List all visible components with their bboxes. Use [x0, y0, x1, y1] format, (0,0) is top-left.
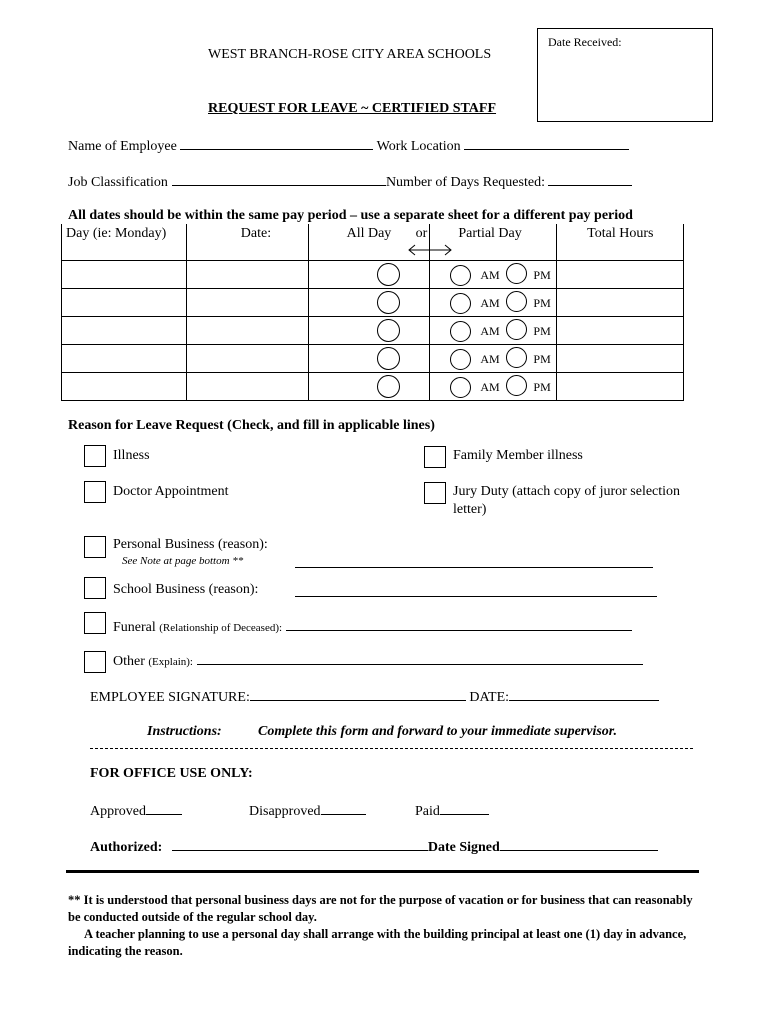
- table-row: [62, 373, 684, 401]
- day-cell[interactable]: [62, 261, 187, 289]
- footer-divider: [66, 870, 699, 873]
- total-hours-cell[interactable]: [557, 317, 684, 345]
- am-radio[interactable]: [450, 265, 471, 286]
- leave-days-table: [61, 224, 684, 401]
- doctor-appointment-checkbox[interactable]: [84, 481, 106, 503]
- other-field[interactable]: [197, 652, 643, 665]
- paid-row: [415, 802, 489, 820]
- funeral-checkbox[interactable]: [84, 612, 106, 634]
- partial-day-cell: [430, 289, 557, 317]
- am-radio[interactable]: [450, 377, 471, 398]
- personal-business-checkbox[interactable]: [84, 536, 106, 558]
- other-note: (Explain):: [148, 656, 193, 668]
- footer-note-teacher: A teacher planning to use a personal day shall arrange with the building principal at least one (1) day in advance, indicating the reason.: [68, 927, 687, 958]
- header-all-day: All Day: [346, 226, 392, 241]
- days-requested-field[interactable]: [548, 173, 632, 186]
- header-total-hours: Total Hours: [587, 226, 654, 241]
- header-day-cell: [62, 224, 187, 261]
- paid-label: Paid: [415, 804, 440, 819]
- approved-field[interactable]: [146, 802, 182, 815]
- date-received-box: [537, 28, 713, 122]
- header-date: Date:: [240, 226, 272, 241]
- all-day-radio[interactable]: [377, 319, 400, 342]
- header-date-cell: [186, 224, 308, 261]
- work-location-field[interactable]: [464, 137, 629, 150]
- days-requested-label: Number of Days Requested:: [385, 175, 545, 190]
- employee-signature-field[interactable]: [250, 688, 466, 701]
- pm-radio[interactable]: [506, 347, 527, 368]
- footer-note-personal-business: ** It is understood that personal business days are not for the purpose of vacation or for business that can reasonably be conducted outside of the regular school day.: [68, 893, 693, 924]
- funeral-label: Funeral: [113, 620, 156, 635]
- header-total-cell: [557, 224, 684, 261]
- partial-day-cell: [430, 345, 557, 373]
- instructions-text: Complete this form and forward to your immediate supervisor.: [258, 724, 617, 739]
- all-day-cell: [308, 317, 430, 345]
- all-day-radio[interactable]: [377, 291, 400, 314]
- approved-label: Approved: [90, 804, 146, 819]
- pay-period-notice: All dates should be within the same pay period – use a separate sheet for a different pay period: [68, 208, 633, 223]
- authorized-label: Authorized:: [90, 840, 163, 855]
- illness-checkbox[interactable]: [84, 445, 106, 467]
- table-row: [62, 289, 684, 317]
- total-hours-cell[interactable]: [557, 345, 684, 373]
- header-partial-day: Partial Day: [458, 226, 522, 241]
- day-cell[interactable]: [62, 289, 187, 317]
- am-label: AM: [480, 268, 500, 282]
- jury-duty-checkbox[interactable]: [424, 482, 446, 504]
- school-business-label: School Business (reason):: [113, 582, 259, 597]
- other-label: Other: [113, 654, 145, 669]
- work-location-label: Work Location: [376, 139, 461, 154]
- total-hours-cell[interactable]: [557, 261, 684, 289]
- personal-business-label: Personal Business (reason):: [113, 537, 268, 552]
- doctor-appointment-label: Doctor Appointment: [113, 484, 229, 499]
- funeral-field[interactable]: [286, 618, 632, 631]
- funeral-row: [113, 618, 632, 636]
- am-label: AM: [480, 296, 500, 310]
- employee-name-row: [68, 137, 629, 155]
- reason-heading: Reason for Leave Request (Check, and fill in applicable lines): [68, 418, 435, 433]
- day-cell[interactable]: [62, 373, 187, 401]
- header-or: or: [415, 226, 428, 241]
- personal-business-field[interactable]: [295, 555, 653, 568]
- table-row: [62, 317, 684, 345]
- office-use-heading: FOR OFFICE USE ONLY:: [90, 766, 253, 781]
- signature-date-label: DATE:: [469, 690, 510, 705]
- all-day-cell: [308, 261, 430, 289]
- partial-day-cell: [430, 261, 557, 289]
- am-label: AM: [480, 352, 500, 366]
- day-cell[interactable]: [62, 345, 187, 373]
- approved-row: [90, 802, 182, 820]
- table-header-row: [62, 224, 684, 261]
- disapproved-field[interactable]: [321, 802, 366, 815]
- form-title: REQUEST FOR LEAVE ~ CERTIFIED STAFF: [208, 101, 497, 116]
- pm-radio[interactable]: [506, 319, 527, 340]
- authorized-field[interactable]: [172, 838, 428, 851]
- pm-radio[interactable]: [506, 291, 527, 312]
- partial-day-cell: [430, 317, 557, 345]
- signature-date-field[interactable]: [509, 688, 659, 701]
- jury-duty-label: Jury Duty (attach copy of juror selection: [453, 484, 681, 499]
- pm-label: PM: [533, 352, 551, 366]
- pm-label: PM: [533, 380, 551, 394]
- am-label: AM: [480, 380, 500, 394]
- date-signed-field[interactable]: [500, 838, 658, 851]
- job-row: [68, 173, 632, 191]
- all-day-radio[interactable]: [377, 347, 400, 370]
- other-row: [113, 652, 643, 670]
- disapproved-label: Disapproved: [249, 804, 321, 819]
- header-day: Day (ie: Monday): [66, 226, 167, 241]
- am-radio[interactable]: [450, 321, 471, 342]
- pm-label: PM: [533, 268, 551, 282]
- header-partial-cell: [430, 224, 557, 261]
- pm-label: PM: [533, 296, 551, 310]
- table-row: [62, 345, 684, 373]
- all-day-cell: [308, 345, 430, 373]
- job-classification-label: Job Classification: [68, 175, 168, 190]
- employee-name-field[interactable]: [180, 137, 373, 150]
- am-radio[interactable]: [450, 293, 471, 314]
- date-cell[interactable]: [186, 373, 308, 401]
- date-signed-label: Date Signed: [427, 840, 500, 855]
- footer-notes: [68, 892, 708, 960]
- total-hours-cell[interactable]: [557, 289, 684, 317]
- other-checkbox[interactable]: [84, 651, 106, 673]
- job-classification-field[interactable]: [172, 173, 386, 186]
- jury-duty-label-cont: letter): [453, 502, 487, 517]
- day-cell[interactable]: [62, 317, 187, 345]
- date-cell[interactable]: [186, 261, 308, 289]
- all-day-radio[interactable]: [377, 375, 400, 398]
- date-received-label: Date Received:: [548, 35, 622, 49]
- employee-signature-label: EMPLOYEE SIGNATURE:: [90, 690, 250, 705]
- dashed-divider: [90, 748, 693, 749]
- disapproved-row: [249, 802, 366, 820]
- paid-field[interactable]: [440, 802, 489, 815]
- date-cell[interactable]: [186, 345, 308, 373]
- school-name: WEST BRANCH-ROSE CITY AREA SCHOOLS: [208, 47, 492, 62]
- authorized-row: [90, 838, 658, 856]
- employee-name-label: Name of Employee: [68, 139, 177, 154]
- am-label: AM: [480, 324, 500, 338]
- all-day-cell: [308, 289, 430, 317]
- header-allday-cell: [308, 224, 430, 261]
- date-cell[interactable]: [186, 289, 308, 317]
- date-cell[interactable]: [186, 317, 308, 345]
- funeral-note: (Relationship of Deceased):: [159, 622, 283, 634]
- table-row: [62, 261, 684, 289]
- all-day-radio[interactable]: [377, 263, 400, 286]
- pm-radio[interactable]: [506, 375, 527, 396]
- personal-business-note: See Note at page bottom **: [122, 555, 244, 567]
- school-business-field[interactable]: [295, 584, 657, 597]
- illness-label: Illness: [113, 448, 150, 463]
- all-day-cell: [308, 373, 430, 401]
- family-illness-label: Family Member illness: [453, 448, 583, 463]
- family-illness-checkbox[interactable]: [424, 446, 446, 468]
- pm-radio[interactable]: [506, 263, 527, 284]
- pm-label: PM: [533, 324, 551, 338]
- total-hours-cell[interactable]: [557, 373, 684, 401]
- school-business-checkbox[interactable]: [84, 577, 106, 599]
- partial-day-cell: [430, 373, 557, 401]
- am-radio[interactable]: [450, 349, 471, 370]
- instructions-label: Instructions:: [147, 724, 222, 739]
- signature-row: [90, 688, 659, 706]
